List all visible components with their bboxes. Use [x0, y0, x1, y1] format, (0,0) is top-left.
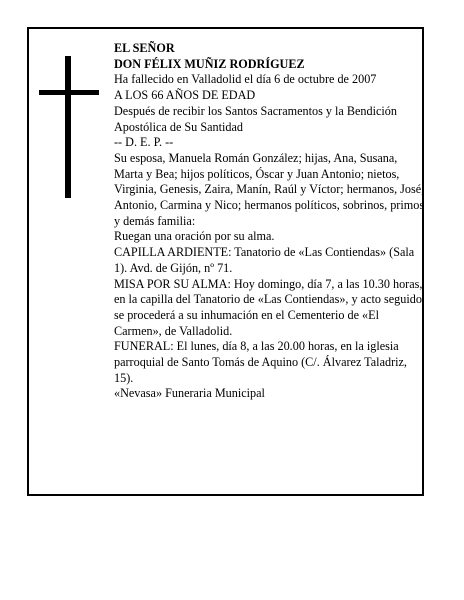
- notice-text: [114, 41, 426, 402]
- chapel-info: CAPILLA ARDIENTE: Tanatorio de «Las Contiendas» (Sala 1). Avd. de Gijón, nº 71.: [114, 245, 415, 275]
- cross-vertical-bar: [65, 56, 71, 198]
- rip-line: -- D. E. P. --: [114, 135, 174, 150]
- age-statement: A LOS 66 AÑOS DE EDAD: [114, 88, 256, 103]
- death-statement: Ha fallecido en Valladolid el día 6 de octubre de 2007: [114, 72, 377, 87]
- cross-icon: [39, 56, 99, 198]
- sacraments-statement: Después de recibir los Santos Sacramentos y la Bendición Apostólica de Su Santidad: [114, 103, 397, 134]
- title-line-1: EL SEÑOR: [114, 41, 175, 55]
- funeral-home: «Nevasa» Funeraria Municipal: [114, 386, 265, 401]
- deceased-name: DON FÉLIX MUÑIZ RODRÍGUEZ: [114, 56, 305, 71]
- obituary-notice: [27, 27, 424, 496]
- mass-info: MISA POR SU ALMA: Hoy domingo, día 7, a las 10.30 horas, en la capilla del Tanatorio de «Las Contiendas», y acto seguido se procederá a su inhumación en el Cementerio de «El Carmen», de Valladolid.: [114, 276, 423, 338]
- prayer-request: Ruegan una oración por su alma.: [114, 229, 275, 244]
- funeral-info: FUNERAL: El lunes, día 8, a las 20.00 horas, en la iglesia parroquial de Santo Tomás de Aquino (C/. Álvarez Taladriz, 15).: [114, 339, 407, 385]
- cross-horizontal-bar: [39, 90, 99, 95]
- family-list: Su esposa, Manuela Román González; hijas, Ana, Susana, Marta y Bea; hijos políticos, Óscar y Juan Antonio; nietos, Virginia, Genesis, Zaira, Manín, Raúl y Víctor; hermanos, José, Antonio, Carmina y Nico; hermanos políticos, sobrinos, primos y demás familia:: [114, 150, 425, 228]
